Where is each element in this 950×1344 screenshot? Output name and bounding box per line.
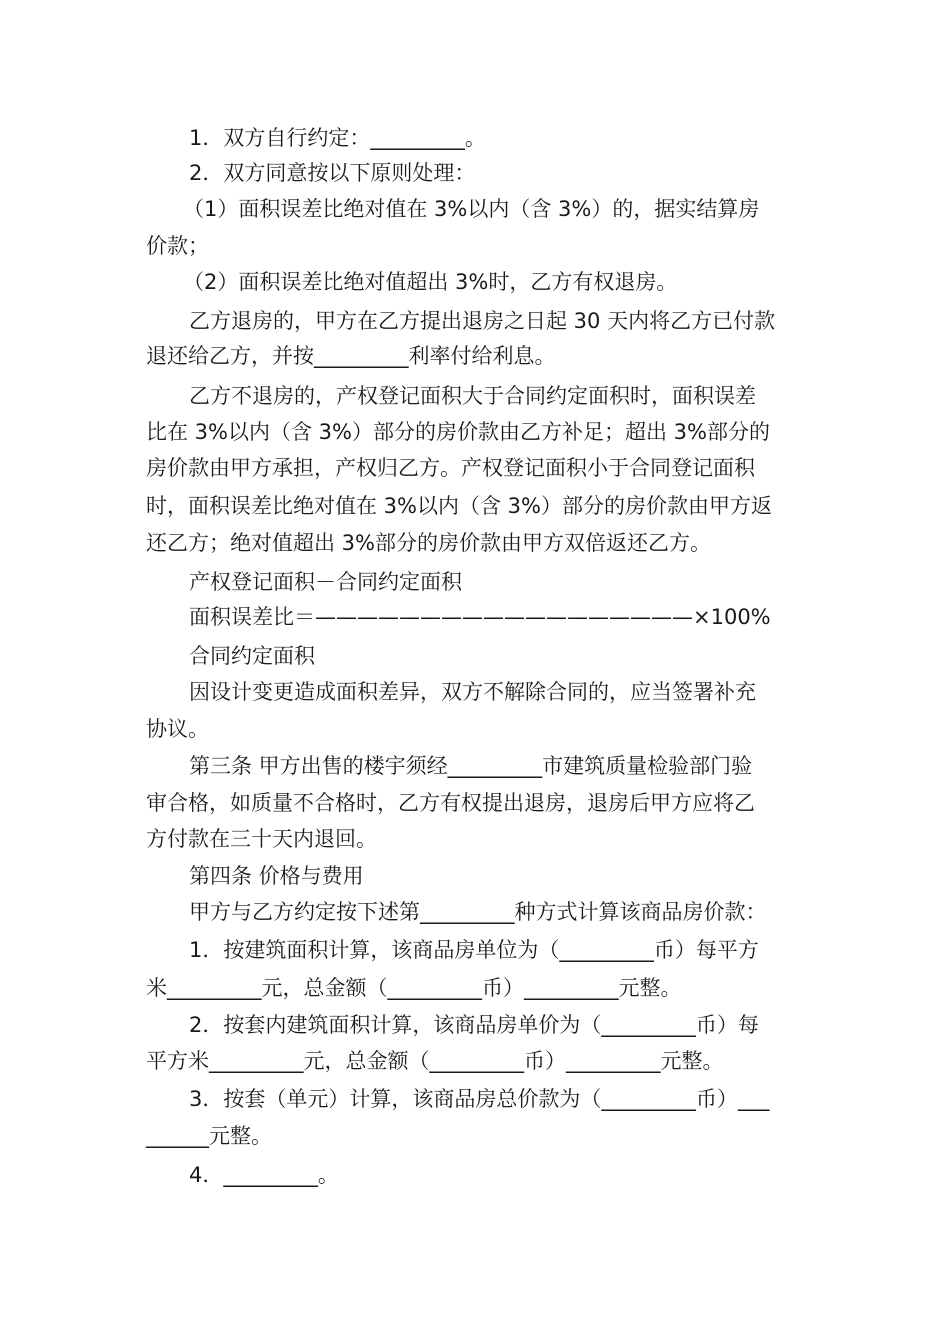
text-line: 4．_________。 xyxy=(189,1163,339,1187)
text-line: 方付款在三十天内退回。 xyxy=(146,827,377,851)
text-line: 第三条 甲方出售的楼宇须经_________市建筑质量检验部门验 xyxy=(189,754,753,778)
text-line: ______元整。 xyxy=(146,1124,272,1148)
text-line: 甲方与乙方约定按下述第_________种方式计算该商品房价款： xyxy=(189,900,767,924)
text-line: 1．按建筑面积计算，该商品房单位为（_________币）每平方 xyxy=(189,938,759,962)
section-heading: 第四条 价格与费用 xyxy=(189,864,364,888)
text-line: （1）面积误差比绝对值在 3%以内（含 3%）的，据实结算房 xyxy=(183,197,760,221)
text-line: 乙方不退房的，产权登记面积大于合同约定面积时，面积误差 xyxy=(189,384,756,408)
text-line: 米_________元，总金额（_________币）_________元整。 xyxy=(146,976,682,1000)
text-line: 还乙方；绝对值超出 3%部分的房价款由甲方双倍返还乙方。 xyxy=(146,531,711,555)
text-line: 价款； xyxy=(146,234,209,258)
text-line: 平方米_________元，总金额（_________币）_________元整。 xyxy=(146,1049,724,1073)
text-line: 2．双方同意按以下原则处理： xyxy=(189,161,476,185)
text-line: 时，面积误差比绝对值在 3%以内（含 3%）部分的房价款由甲方返 xyxy=(146,494,772,518)
text-line: 审合格，如质量不合格时，乙方有权提出退房，退房后甲方应将乙 xyxy=(146,791,755,815)
text-line: 退还给乙方，并按_________利率付给利息。 xyxy=(146,344,556,368)
text-line: 房价款由甲方承担，产权归乙方。产权登记面积小于合同登记面积 xyxy=(146,456,755,480)
text-line: 协议。 xyxy=(146,717,209,741)
text-line: 因设计变更造成面积差异，双方不解除合同的，应当签署补充 xyxy=(189,680,756,704)
text-line: 3．按套（单元）计算，该商品房总价款为（_________币）___ xyxy=(189,1087,770,1111)
text-line: 合同约定面积 xyxy=(189,644,315,668)
formula-line: 面积误差比＝——————————————————×100% xyxy=(189,605,771,629)
text-line: 产权登记面积－合同约定面积 xyxy=(189,570,462,594)
text-line: 比在 3%以内（含 3%）部分的房价款由乙方补足；超出 3%部分的 xyxy=(146,420,770,444)
text-line: 2．按套内建筑面积计算，该商品房单价为（_________币）每 xyxy=(189,1013,759,1037)
text-line: （2）面积误差比绝对值超出 3%时，乙方有权退房。 xyxy=(183,270,678,294)
text-line: 乙方退房的，甲方在乙方提出退房之日起 30 天内将乙方已付款 xyxy=(189,309,776,333)
text-line: 1．双方自行约定：_________。 xyxy=(189,126,486,150)
